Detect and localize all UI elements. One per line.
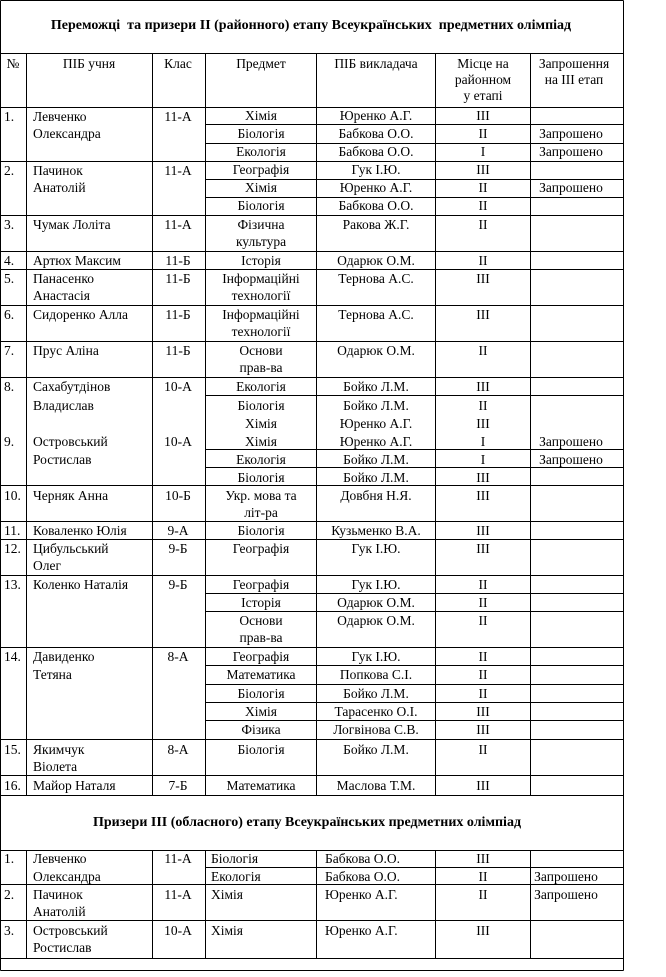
teacher-cell: Гук І.Ю. [351, 649, 401, 664]
student-name: Левченко [33, 109, 87, 124]
class-cell: 11-А [164, 851, 192, 866]
class-cell: 11-Б [165, 271, 191, 286]
row-number: 3. [4, 923, 15, 938]
subject-cell: Географія [232, 541, 290, 556]
row-number: 5. [4, 271, 15, 286]
row-number: 11. [4, 523, 21, 538]
row-number: 4. [4, 253, 15, 268]
teacher-cell: Логвінова С.В. [333, 722, 419, 737]
student-name: Анастасія [33, 288, 90, 303]
row-number: 3. [4, 217, 15, 232]
student-name: Чумак Лоліта [33, 217, 111, 232]
student-name: Олег [33, 558, 62, 573]
place-cell: ІІІ [476, 541, 490, 556]
teacher-cell: Одарюк О.М. [337, 253, 415, 268]
place-cell: ІІ [478, 577, 488, 592]
teacher-cell: Ракова Ж.Г. [342, 217, 410, 232]
class-cell: 8-А [167, 649, 189, 664]
teacher-cell: Бабкова О.О. [338, 126, 414, 141]
subject-cell: технології [231, 288, 291, 303]
invitation-cell: Запрошено [539, 180, 603, 195]
header-place: у етапі [463, 88, 503, 103]
place-cell: ІІІ [476, 379, 490, 394]
invitation-cell: Запрошено [539, 144, 603, 159]
subject-cell: прав-ва [239, 360, 283, 375]
place-cell: ІІІ [476, 470, 490, 485]
student-name: Тетяна [33, 667, 72, 682]
subject-cell: Екологія [211, 869, 261, 884]
place-cell: ІІІ [476, 778, 490, 793]
student-name: Цибульський [33, 541, 109, 556]
teacher-cell: Бойко Л.М. [343, 686, 409, 701]
subject-cell: Хімія [244, 108, 278, 123]
place-cell: ІІ [478, 398, 488, 413]
header-number: № [6, 56, 20, 71]
class-cell: 11-А [164, 887, 192, 902]
row-number: 12. [4, 541, 21, 556]
header-teacher: ПІБ викладача [334, 56, 418, 71]
teacher-cell: Тернова А.С. [338, 271, 414, 286]
row-number: 2. [4, 163, 15, 178]
row-number: 1. [4, 109, 15, 124]
class-cell: 10-А [164, 379, 192, 394]
invitation-cell: Запрошено [534, 887, 598, 902]
teacher-cell: Юренко А.Г. [325, 887, 398, 902]
subject-cell: Історія [241, 253, 281, 268]
header-invitation: Запрошення [538, 56, 610, 71]
subject-cell: Біологія [237, 198, 285, 213]
student-name: Коваленко Юлія [33, 523, 127, 538]
class-cell: 10-А [164, 923, 192, 938]
student-name: Островський [33, 923, 108, 938]
subject-cell: Екологія [236, 452, 286, 467]
place-cell: ІІІ [476, 307, 490, 322]
invitation-cell: Запрошено [534, 869, 598, 884]
section-title-regional: Призери ІІІ (обласного) етапу Всеукраїнських предметних олімпіад [92, 815, 522, 830]
row-number: 10. [4, 488, 21, 503]
place-cell: ІІІ [476, 162, 490, 177]
subject-cell: Хімія [244, 416, 278, 431]
teacher-cell: Бойко Л.М. [343, 452, 409, 467]
row-number: 16. [4, 778, 21, 793]
subject-cell: Біологія [237, 686, 285, 701]
teacher-cell: Одарюк О.М. [337, 595, 415, 610]
subject-cell: Основи [239, 613, 283, 628]
subject-cell: Укр. мова та [225, 488, 297, 503]
class-cell: 11-А [164, 109, 192, 124]
place-cell: ІІ [478, 253, 488, 268]
place-cell: ІІ [478, 649, 488, 664]
class-cell: 9-Б [168, 577, 188, 592]
student-name: Владислав [33, 398, 94, 413]
place-cell: ІІІ [476, 523, 490, 538]
teacher-cell: Бойко Л.М. [343, 470, 409, 485]
subject-cell: Географія [232, 162, 290, 177]
student-name: Анатолій [33, 904, 86, 919]
teacher-cell: Юренко А.Г. [325, 923, 398, 938]
class-cell: 7-Б [168, 778, 188, 793]
teacher-cell: Юренко А.Г. [339, 108, 413, 123]
class-cell: 9-Б [168, 541, 188, 556]
teacher-cell: Гук І.Ю. [351, 162, 401, 177]
place-cell: ІІІ [476, 488, 490, 503]
invitation-cell: Запрошено [539, 434, 603, 449]
teacher-cell: Бабкова О.О. [338, 144, 414, 159]
class-cell: 9-А [167, 523, 189, 538]
student-name: Сидоренко Алла [33, 307, 129, 322]
place-cell: ІІІ [476, 704, 490, 719]
subject-cell: прав-ва [239, 630, 283, 645]
subject-cell: Біологія [237, 470, 285, 485]
invitation-cell: Запрошено [539, 452, 603, 467]
student-name: Ростислав [33, 452, 92, 467]
teacher-cell: Юренко А.Г. [339, 434, 413, 449]
subject-cell: Біологія [237, 742, 285, 757]
place-cell: ІІ [478, 180, 488, 195]
row-number: 1. [4, 851, 15, 866]
teacher-cell: Бойко Л.М. [343, 379, 409, 394]
place-cell: І [480, 452, 486, 467]
subject-cell: Математика [226, 667, 296, 682]
subject-cell: Географія [232, 649, 290, 664]
row-number: 14. [4, 649, 21, 664]
header-place: районном [454, 72, 512, 87]
place-cell: І [480, 144, 486, 159]
subject-cell: Екологія [236, 379, 286, 394]
class-cell: 11-Б [165, 253, 191, 268]
student-name: Давиденко [33, 649, 95, 664]
teacher-cell: Одарюк О.М. [337, 343, 415, 358]
place-cell: ІІ [478, 869, 488, 884]
student-name: Олександра [33, 869, 101, 884]
student-name: Артюх Максим [33, 253, 121, 268]
place-cell: ІІ [478, 667, 488, 682]
subject-cell: Інформаційні [222, 307, 300, 322]
place-cell: ІІ [478, 126, 488, 141]
place-cell: ІІІ [476, 923, 490, 938]
student-name: Пачинок [33, 887, 83, 902]
place-cell: ІІ [478, 887, 488, 902]
place-cell: ІІІ [476, 271, 490, 286]
student-name: Островський [33, 434, 108, 449]
subject-cell: Біологія [211, 851, 259, 866]
subject-cell: культура [235, 234, 287, 249]
row-number: 9. [4, 434, 15, 449]
header-subject: Предмет [236, 56, 286, 71]
subject-cell: технології [231, 324, 291, 339]
student-name: Прус Аліна [33, 343, 99, 358]
student-name: Пачинок [33, 163, 83, 178]
class-cell: 10-А [164, 434, 192, 449]
student-name: Черняк Анна [33, 488, 109, 503]
class-cell: 8-А [167, 742, 189, 757]
teacher-cell: Маслова Т.М. [336, 778, 416, 793]
teacher-cell: Попкова С.І. [339, 667, 413, 682]
place-cell: ІІІ [476, 722, 490, 737]
subject-cell: Біологія [237, 126, 285, 141]
student-name: Якимчук [33, 742, 85, 757]
student-name: Коленко Наталія [33, 577, 129, 592]
teacher-cell: Гук І.Ю. [351, 577, 401, 592]
teacher-cell: Бойко Л.М. [343, 742, 409, 757]
row-number: 6. [4, 307, 15, 322]
student-name: Анатолій [33, 180, 86, 195]
class-cell: 11-Б [165, 343, 191, 358]
teacher-cell: Бабкова О.О. [325, 869, 401, 884]
teacher-cell: Бабкова О.О. [325, 851, 401, 866]
header-place: Місце на [457, 56, 509, 71]
teacher-cell: Кузьменко В.А. [331, 523, 421, 538]
subject-cell: Історія [241, 595, 281, 610]
place-cell: І [480, 434, 486, 449]
subject-cell: Географія [232, 577, 290, 592]
class-cell: 10-Б [165, 488, 191, 503]
place-cell: ІІІ [476, 416, 490, 431]
place-cell: ІІ [478, 217, 488, 232]
subject-cell: Хімія [244, 434, 278, 449]
subject-cell: Хімія [244, 704, 278, 719]
teacher-cell: Тарасенко О.І. [334, 704, 418, 719]
subject-cell: Біологія [237, 398, 285, 413]
place-cell: ІІІ [476, 851, 490, 866]
place-cell: ІІ [478, 686, 488, 701]
section-title-district: Переможці та призери II (районного) етапу Всеукраїнських предметних олімпіад [50, 18, 572, 33]
row-number: 15. [4, 742, 21, 757]
subject-cell: Основи [239, 343, 283, 358]
class-cell: 11-А [164, 217, 192, 232]
header-class: Клас [164, 56, 192, 71]
teacher-cell: Одарюк О.М. [337, 613, 415, 628]
row-number: 8. [4, 379, 15, 394]
place-cell: ІІ [478, 613, 488, 628]
subject-cell: Біологія [237, 523, 285, 538]
subject-cell: літ-ра [244, 505, 278, 520]
subject-cell: Математика [226, 778, 296, 793]
place-cell: ІІ [478, 742, 488, 757]
teacher-cell: Юренко А.Г. [339, 180, 413, 195]
place-cell: ІІ [478, 198, 488, 213]
student-name: Олександра [33, 126, 101, 141]
place-cell: ІІ [478, 595, 488, 610]
row-number: 2. [4, 887, 15, 902]
teacher-cell: Бабкова О.О. [338, 198, 414, 213]
row-number: 7. [4, 343, 15, 358]
subject-cell: Хімія [211, 887, 244, 902]
teacher-cell: Бойко Л.М. [343, 398, 409, 413]
subject-cell: Фізика [241, 722, 281, 737]
student-name: Майор Наталя [33, 778, 116, 793]
class-cell: 11-Б [165, 307, 191, 322]
subject-cell: Хімія [244, 180, 278, 195]
student-name: Панасенко [33, 271, 94, 286]
invitation-cell: Запрошено [539, 126, 603, 141]
teacher-cell: Довбня Н.Я. [340, 488, 412, 503]
subject-cell: Екологія [236, 144, 286, 159]
teacher-cell: Гук І.Ю. [351, 541, 401, 556]
subject-cell: Хімія [211, 923, 244, 938]
teacher-cell: Тернова А.С. [338, 307, 414, 322]
student-name: Левченко [33, 851, 87, 866]
row-number: 13. [4, 577, 21, 592]
student-name: Ростислав [33, 940, 92, 955]
student-name: Віолета [33, 759, 78, 774]
student-name: Сахабутдінов [33, 379, 111, 394]
place-cell: ІІ [478, 343, 488, 358]
header-invitation: на ІІІ етап [544, 72, 604, 87]
class-cell: 11-А [164, 163, 192, 178]
teacher-cell: Юренко А.Г. [339, 416, 413, 431]
header-student-name: ПІБ учня [62, 56, 116, 71]
subject-cell: Фізична [237, 217, 285, 232]
subject-cell: Інформаційні [222, 271, 300, 286]
place-cell: ІІІ [476, 108, 490, 123]
